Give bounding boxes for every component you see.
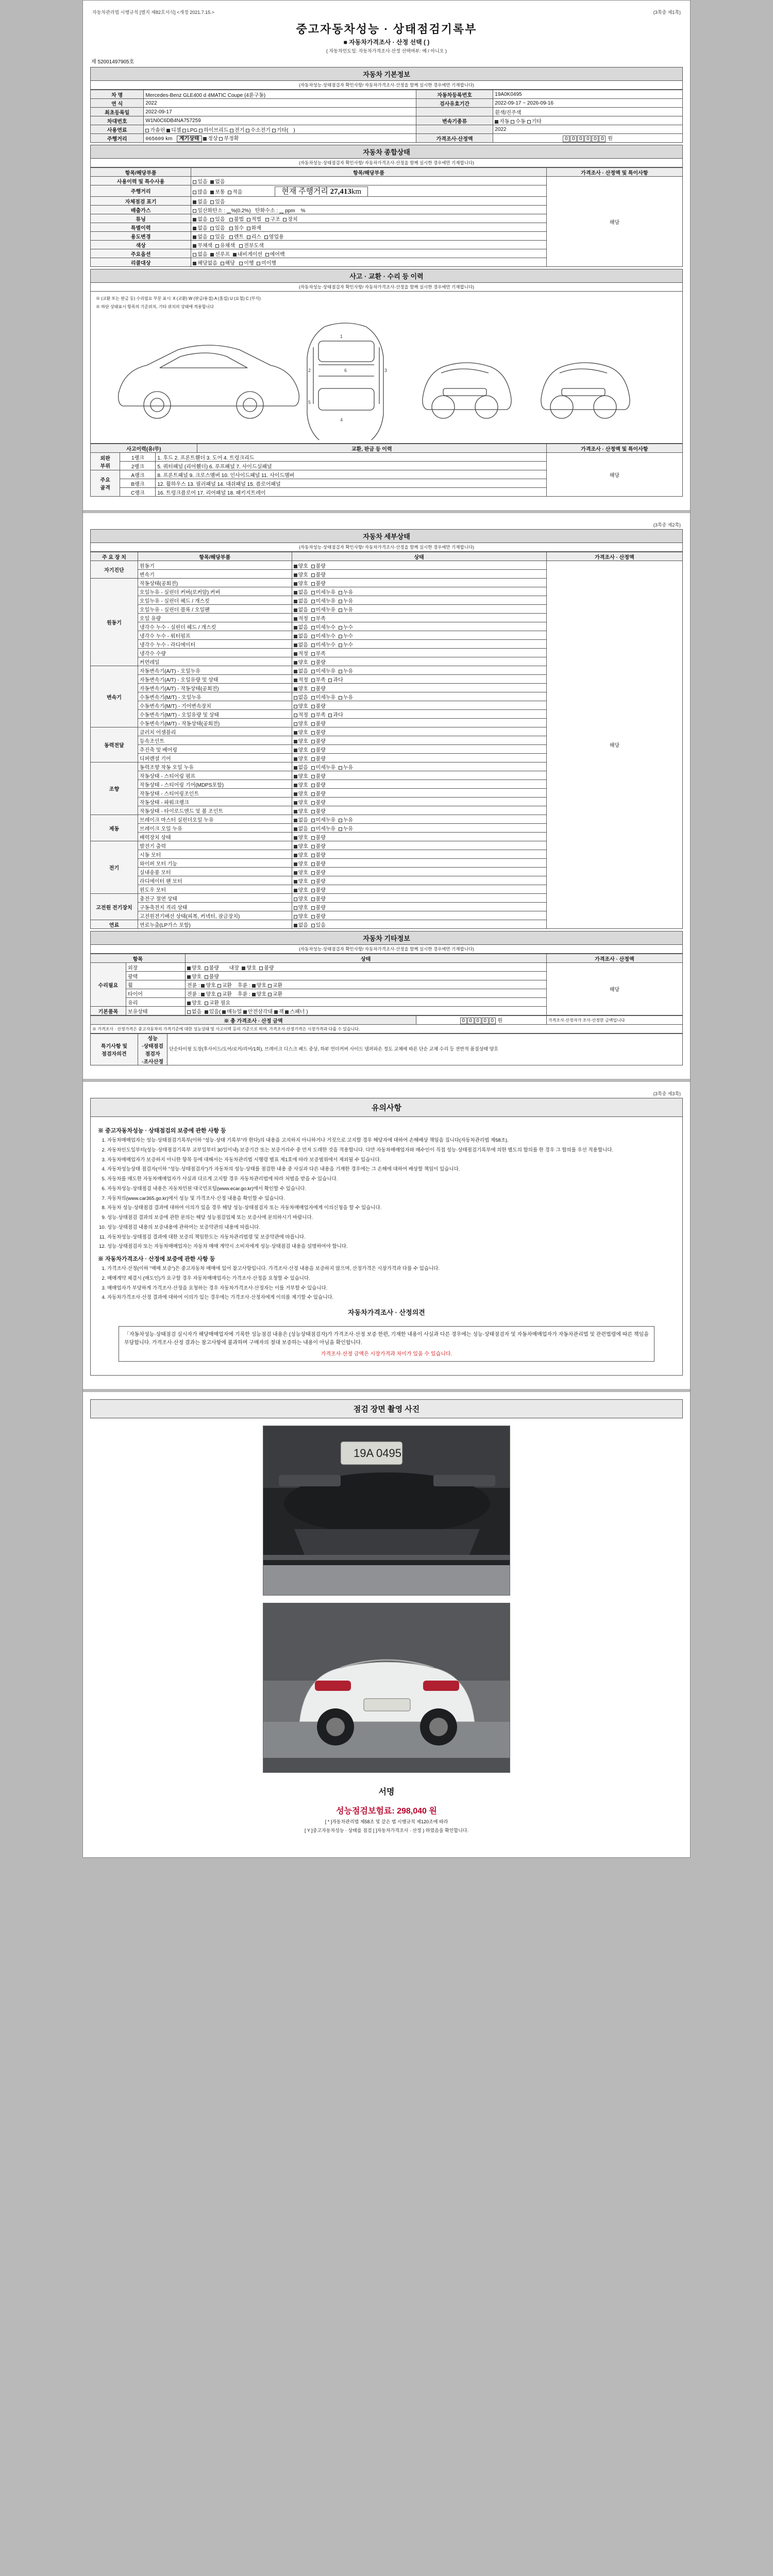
detail-state: 양호 불량: [292, 657, 546, 666]
detail-item: 연료누출(LP가스 포함): [138, 920, 292, 929]
svg-text:6: 6: [344, 368, 347, 373]
section-other-subheader: (자동차성능·상태점검자 확인사항/ 자동차가격조사·산정을 함께 실시한 경우에만 기재합니다): [90, 945, 683, 954]
overall-col-item: 항목/해당부품: [91, 168, 191, 177]
detail-item: 디퍼렌셜 기어: [138, 754, 292, 762]
overall-price-value: 해당: [546, 177, 682, 267]
section-overall-header: 자동차 종합상태: [90, 145, 683, 159]
row-label-special: 특별이력: [91, 223, 191, 232]
label-inspection: 검사유효기간: [416, 99, 493, 108]
notice-item: 1. 자동차매매업자는 성능·상태점검기록부(이하 "성능·상태 기록부"라 한다)의 내용을 고지하지 아니하거나 거짓으로 고지할 경우 해당자에 대하여 손해배상 책임을 집니다(자동차관리법 제58조).: [107, 1137, 675, 1144]
detail-state: 없음 미세누유 누유: [292, 587, 546, 596]
special-notes-sub: 성능 ·상태점검 점검자 ·조사산정: [138, 1034, 167, 1065]
special-notes-value: 단순타이핑 도장(후사이드/도어/로커/리어/1회), 브레이크 디스크 패드 중상, 하부 언더커버 사이드 댐퍼파손 정도 교체에 따른 단순 교체 수리 등 전반적 품질상태 양호: [167, 1034, 683, 1065]
other-item-exterior: 외장: [126, 963, 185, 972]
other-item-glass: 유리: [126, 998, 185, 1007]
diagram-legend-1: ※ (교환 또는 판금 등) 수리필요 부분 표시: X (교환) W (판금/용접) A (흠집) U (요철) C (부식): [96, 296, 261, 301]
notice-item: 4. 자동차성능상태 점검자(이하 "성능·상태점검자")가 자동차의 성능·상태를 점검한 내용 중 사실과 다른 내용을 기재한 경우에는 그 손해에 대하여 배상할 책임이 있습니다.: [107, 1166, 675, 1173]
section-overall-subheader: (자동차성능·상태점검자 확인사항/ 자동차가격조사·산정을 함께 실시한 경우에만 기재합니다): [90, 159, 683, 167]
other-col-state: 상태: [185, 954, 546, 963]
group-hv: 고전원 전기장치: [91, 894, 138, 920]
other-state-polish: 양호 불량: [185, 972, 546, 980]
front-underbody-photo: [263, 1426, 510, 1596]
svg-text:5: 5: [308, 400, 311, 405]
other-col-item: 항목: [91, 954, 186, 963]
total-price-note: 가격조사·산정자가 조사·산정한 금액입니다: [546, 1016, 682, 1025]
other-item-tire: 타이어: [126, 989, 185, 998]
detail-item: 추진축 및 베어링: [138, 745, 292, 754]
detail-item: 시동 모터: [138, 850, 292, 859]
basic-items-label: 기본품목: [91, 1007, 126, 1015]
detail-state: 양호 불량: [292, 771, 546, 780]
group-engine: 원동기: [91, 579, 138, 666]
detail-item: 작동상태 - 파워크랭크: [138, 798, 292, 806]
label-year: 연 식: [91, 99, 144, 108]
detail-state: 적정 부족 과다: [292, 710, 546, 719]
detail-item: 수동변속기(M/T) - 오일누유: [138, 692, 292, 701]
detail-state: 적정 부족: [292, 614, 546, 622]
detail-item: 충전구 절연 상태: [138, 894, 292, 903]
section-basic-header: 자동차 기본정보: [90, 67, 683, 81]
row-value-recall: 해당없음 해당 이행 미이행: [191, 258, 546, 267]
special-notes-label: 특기사항 및 점검자의견: [91, 1034, 138, 1065]
total-price-footnote: ※ 가격조사 · 산정가격은 중고자동차의 가격기준에 대한 성능상태 및 사고이력 등의 기준으로 하며, 가격조사·산정가격은 시장가격과 다를 수 있습니다.: [91, 1025, 683, 1033]
other-item-polish: 광택: [126, 972, 185, 980]
detail-price-value: 해당: [546, 561, 682, 929]
special-notes-table: [90, 1033, 683, 1065]
detail-item: 작동상태 - 스티어링조인트: [138, 789, 292, 798]
detail-state: 양호 불량: [292, 754, 546, 762]
detail-state: 없음 미세누유 누유: [292, 815, 546, 824]
group-steering: 조향: [91, 762, 138, 815]
row-label-selfcheck: 자체점검 표기: [91, 197, 191, 206]
detail-item: 등속조인트: [138, 736, 292, 745]
label-fuel: 사용연료: [91, 125, 144, 134]
notice-item: 2. 자동차인도일부터(성능·상태점검기록부 교부일부터 30일이내) 보증기간 또는 보증거리수 중 먼저 도래한 것을 적용합니다. 다만 자동차매매업자와 매수인이 직접 성능·상태점검기록부에 의한 별도의 합의를 한 경우 그 합의를 우선 적용합니다.: [107, 1147, 675, 1154]
accident-price-value: 해당: [546, 453, 682, 497]
label-color: [416, 108, 493, 116]
svg-text:4: 4: [340, 417, 343, 422]
detail-state: 양호 불량: [292, 798, 546, 806]
detail-state: 양호 불량: [292, 736, 546, 745]
svg-text:3: 3: [384, 368, 388, 373]
section-accident-subheader: (자동차성능·상태점검자 확인사항/ 자동차가격조사·산정을 함께 실시한 경우에만 기재합니다): [90, 283, 683, 292]
notice-item: 9. 성능·상태점검 결과의 보증에 관한 문의는 해당 성능점검업체 또는 보증사에 문의하시기 바랍니다.: [107, 1214, 675, 1222]
detail-state: 양호 불량: [292, 579, 546, 587]
detail-item: 구동축전지 격리 상태: [138, 903, 292, 911]
detail-state: 양호 불량: [292, 561, 546, 570]
detail-item: 발전기 출력: [138, 841, 292, 850]
other-state-glass: 양호 교환 필요: [185, 998, 546, 1007]
detail-item: 클러치 어셈블리: [138, 727, 292, 736]
detail-state: 양호 불량: [292, 868, 546, 876]
rank-2-items: 5. 쿼터패널 (리어휀더) 6. 루프패널 7. 사이드실패널: [156, 462, 546, 470]
value-first-reg: 2022-09-17: [144, 108, 416, 116]
detail-state-table: [90, 552, 683, 929]
detail-state: 없음 미세누유 누유: [292, 762, 546, 771]
page-indicator-1: (3쪽중 제1쪽): [653, 10, 681, 15]
declaration-red-note: 가격조사·산정 금액은 시장가격과 차이가 있을 수 있습니다.: [321, 1351, 452, 1358]
other-price-value: 해당: [546, 963, 682, 1015]
row-value-usage: 있음 없음: [191, 177, 546, 185]
page-title: 중고자동차성능 · 상태점검기록부: [296, 23, 477, 36]
total-price-value: 0 0 0 0 0 원: [416, 1016, 546, 1025]
detail-col-part: 항목/해당부품: [138, 552, 292, 561]
value-inspection: 2022-09-17 ~ 2026-09-16: [493, 99, 683, 108]
row-value-selfcheck: 없음 있음: [191, 197, 546, 206]
detail-item: 와이퍼 모터 기능: [138, 859, 292, 868]
section-detail-header: 자동차 세부상태: [90, 529, 683, 543]
page-subtitle: ■ 자동차가격조사 · 산정 선택 ( ): [343, 39, 430, 46]
row-label-emission: 배출가스: [91, 206, 191, 214]
notice-item: 4. 자동차가격조사·산정 결과에 대하여 이의가 있는 경우에는 가격조사·산정자에게 이의를 제기할 수 있습니다.: [107, 1294, 675, 1301]
rank-a-items: 8. 프론트패널 9. 크로스멤버 10. 인사이드패널 11. 사이드멤버: [156, 470, 546, 479]
signature-footnote-1: [ * ]자동차관리법 제58조 및 같은 법 시행규칙 제120조에 따라: [325, 1819, 448, 1825]
detail-item: 실내송풍 모터: [138, 868, 292, 876]
overall-col-price: 가격조사 · 산정액 및 특이사항: [546, 168, 682, 177]
notice-item: 8. 자동차 성능·상태점검 결과에 대하여 이의가 있을 경우 해당 성능·상태점검자 또는 자동차매매업자에게 이의신청을 할 수 있습니다.: [107, 1205, 675, 1212]
notice-body: [90, 1117, 683, 1376]
label-model-year: [416, 125, 493, 134]
detail-item: 냉각수 누수 - 라디에이터: [138, 640, 292, 649]
rank-1-items: 1. 후드 2. 프론트휀더 3. 도어 4. 트렁크리드: [156, 453, 546, 462]
exchange-history-label: 교환, 판금 등 이력: [197, 444, 546, 453]
value-year: 2022: [144, 99, 416, 108]
page-subnote: ( 자동차인도일: 자동차가격조사·산정 선택여부: 예 / 아니오 ): [326, 48, 447, 54]
detail-item: 자동변속기(A/T) - 오일유량 및 상태: [138, 675, 292, 684]
detail-col-device: 주 요 장 치: [91, 552, 138, 561]
detail-item: 작동상태 - 스티어링 펌프: [138, 771, 292, 780]
record-number: 제 52001497905호: [91, 59, 135, 65]
outer-panel-label: 외판 부위: [91, 453, 120, 470]
notice-item: 3. 자동차매매업자가 보증하지 아니한 항목 등에 대해서는 자동차관리법 시행령 별표 제1호에 따라 보증범위에서 제외될 수 있습니다.: [107, 1157, 675, 1164]
detail-item: 작동상태 - 스티어링 기어(MDPS포함): [138, 780, 292, 789]
detail-state: 양호 불량: [292, 903, 546, 911]
detail-item: 냉각수 수량: [138, 649, 292, 657]
detail-item: 작동상태(공회전): [138, 579, 292, 587]
insurance-price: 성능점검보험료: 298,040 원: [336, 1807, 437, 1816]
label-price: 가격조사·산정액: [416, 134, 493, 143]
detail-item: 커먼레일: [138, 657, 292, 666]
detail-state: 없음 미세누유 누유: [292, 692, 546, 701]
detail-state: 양호 불량: [292, 745, 546, 754]
row-value-options: 없음 선루프 내비게이션 에어백: [191, 249, 546, 258]
notice-title: 유의사항: [90, 1098, 683, 1117]
detail-state: 없음 미세누유 누유: [292, 605, 546, 614]
page-indicator-3: (3쪽중 제3쪽): [653, 1091, 681, 1096]
detail-state: 양호 불량: [292, 806, 546, 815]
label-mileage: 주행거리: [91, 134, 144, 143]
row-label-options: 주요옵션: [91, 249, 191, 258]
insurance-price-value: 298,040 원: [397, 1807, 437, 1816]
basic-info-table: [90, 90, 683, 143]
detail-item: 고전원전기배선 상태(피복, 커넥터, 잠금장치): [138, 911, 292, 920]
rank-b-label: B랭크: [120, 479, 156, 488]
value-mileage: 065609 km 계기상태 정상 부정확: [144, 134, 416, 143]
detail-state: 없음 미세누유 누유: [292, 596, 546, 605]
detail-state: 없음 미세누수 누수: [292, 631, 546, 640]
group-electric: 전기: [91, 841, 138, 894]
rank-c-items: 16. 트렁크플로어 17. 리어패널 18. 패키지트레이: [156, 488, 546, 497]
row-label-mileage: 주행거리: [91, 185, 191, 197]
detail-item: 수동변속기(M/T) - 오일유량 및 상태: [138, 710, 292, 719]
car-diagram: [94, 311, 679, 440]
label-reg-no: 자동차등록번호: [416, 90, 493, 99]
detail-state: 양호 불량: [292, 850, 546, 859]
detail-state: 양호 불량: [292, 789, 546, 798]
signature-title: 서명: [378, 1788, 395, 1797]
detail-state: 없음 미세누유 누유: [292, 666, 546, 675]
detail-state: 양호 불량: [292, 780, 546, 789]
overall-col-state: 항목/해당부품: [191, 168, 546, 177]
label-vin: 차대번호: [91, 116, 144, 125]
notice-heading-2: ※ 자동차가격조사 · 산정에 보증에 관한 사항 등: [98, 1256, 215, 1263]
group-selfdiag: 자기진단: [91, 561, 138, 579]
declaration-title: 자동차가격조사 · 산정의견: [348, 1309, 425, 1317]
detail-item: 오일누유 - 실린더 커버(로커암) 커버: [138, 587, 292, 596]
detail-col-price: 가격조사 · 산정액: [546, 552, 682, 561]
detail-state: 양호 불량: [292, 859, 546, 868]
notice-item: 7. 자동차의(www.car365.go.kr)에서 성능 및 가격조사·산정 내용을 확인할 수 있습니다.: [107, 1195, 675, 1202]
section-detail-subheader: (자동차성능·상태점검자 확인사항/ 자동차가격조사·산정을 함께 실시한 경우에만 기재합니다): [90, 543, 683, 552]
other-item-possession: 보유상태: [126, 1007, 185, 1015]
detail-item: 브레이크 마스터 실린더오일 누유: [138, 815, 292, 824]
group-powertrain: 동력전달: [91, 727, 138, 762]
detail-item: 배력장치 상태: [138, 833, 292, 841]
section-basic-subheader: (자동차성능·상태점검자 확인사항/ 자동차가격조사·산정을 함께 실시한 경우에만 기재합니다): [90, 81, 683, 90]
detail-state: 양호 불량: [292, 701, 546, 710]
notice-item: 11. 자동차성능·상태점검 결과에 대한 보증의 책임한도는 자동차관리법령 및 보증약관에 따릅니다.: [107, 1234, 675, 1241]
accident-history-label: 사고이력(유/무): [91, 444, 197, 453]
notice-item: 1. 가격조사·산정(이하 "매매 보증")은 중고자동차 매매에 있어 참고사항입니다. 가격조사·산정 내용을 보증하지 않으며, 산정가격은 시장가격과 다를 수 있습니다.: [107, 1265, 675, 1273]
declaration-box: [119, 1326, 654, 1362]
notice-item: 12. 성능·상태점검자 또는 자동차매매업자는 자동차 매매 계약시 소비자에게 성능·상태점검 내용을 설명하여야 합니다.: [107, 1243, 675, 1250]
detail-state: 양호 불량: [292, 719, 546, 727]
detail-item: 변속기: [138, 570, 292, 579]
declaration-body: 「자동차성능·상태점검 실시자가 해당매매업자에 기록한 성능점검 내용은 (성능상태점검자)가 가격조사·산정 보증 한편, 기재한 내용이 사실과 다른 경우에는 성능·상태점검자 및 자동차매매업자가 자동차관리법 및 관련법령에 따른 책임을 부담합니다. 가격조사·산정 결과는 참고사항에 불과하며 구매자의 절대 보증하는 내용이 아님을 확인합니다.: [124, 1332, 649, 1346]
value-car-name: Mercedes-Benz GLE400 d 4MATIC Coupe (4륜구동): [144, 90, 416, 99]
notice-item: 3. 매매업자가 부당하게 가격조사·산정을 요청하는 경우 자동차가격조사·산정자는 이를 거부할 수 있습니다.: [107, 1285, 675, 1292]
notice-list-1: [107, 1137, 675, 1250]
section-other-header: 자동차 기타정보: [90, 931, 683, 945]
detail-state: 없음 미세누수 누수: [292, 640, 546, 649]
group-transmission: 변속기: [91, 666, 138, 727]
detail-item: 수동변속기(M/T) - 작동상태(공회전): [138, 719, 292, 727]
group-fuel: 연료: [91, 920, 138, 929]
rear-vehicle-photo: [263, 1603, 510, 1773]
accident-parts-table: [90, 444, 683, 497]
value-color: 흰색/진주색: [493, 108, 683, 116]
total-price-table: [90, 1015, 683, 1033]
detail-state: 적정 부족: [292, 649, 546, 657]
other-col-price: 가격조사 · 산정액: [546, 954, 682, 963]
row-label-usage: 사용이력 및 특수사용: [91, 177, 191, 185]
rank-b-items: 12. 휠하우스 13. 필러패널 14. 대쉬패널 15. 플로어패널: [156, 479, 546, 488]
notice-item: 5. 자동차를 매도한 자동차매매업자가 사실과 다르게 고지할 경우 자동차관리법에 따라 처벌을 받을 수 있습니다.: [107, 1176, 675, 1183]
page-indicator-2: (3쪽중 제2쪽): [653, 522, 681, 528]
detail-state: 없음 미세누유 누유: [292, 824, 546, 833]
row-label-usechange: 용도변경: [91, 232, 191, 241]
detail-item: 오일누유 - 실린더 헤드 / 개스킷: [138, 596, 292, 605]
accident-diagram-area: [90, 292, 683, 444]
row-value-tuning: 없음 있음 불법 적법 구조 장치: [191, 214, 546, 223]
other-state-possession: 없음 있음( 매뉴얼 안전삼각대 잭 스패너 ): [185, 1007, 546, 1015]
detail-state: 양호 불량: [292, 833, 546, 841]
row-value-emission: 일산화탄소 : %(0.2%) 탄화수소 : ppm %: [191, 206, 546, 214]
detail-item: 수동변속기(M/T) - 기어변속장치: [138, 701, 292, 710]
value-model-year: 2022: [493, 125, 683, 134]
rank-2-label: 2랭크: [120, 462, 156, 470]
detail-item: 작동상태 - 타이로드엔드 및 볼 조인트: [138, 806, 292, 815]
svg-text:2: 2: [308, 368, 311, 373]
rank-c-label: C랭크: [120, 488, 156, 497]
label-trans: 변속기종류: [416, 116, 493, 125]
detail-state: 양호 불량: [292, 570, 546, 579]
form-legal-ref: 자동차관리법 시행규칙 [별지 제82호서식] <개정 2021.7.15.>: [92, 10, 215, 15]
detail-item: 동력조향 작동 오일 누유: [138, 762, 292, 771]
accident-price-label: 가격조사 · 산정액 및 특이사항: [546, 444, 682, 453]
detail-state: 양호 불량: [292, 876, 546, 885]
notice-heading-1: ※ 중고자동차성능 · 상태점검의 보증에 관한 사항 등: [98, 1128, 226, 1134]
detail-item: 오일 유량: [138, 614, 292, 622]
detail-item: 자동변속기(A/T) - 작동상태(공회전): [138, 684, 292, 692]
detail-state: 적정 부족 과다: [292, 675, 546, 684]
value-reg-no: 19A0K0495: [493, 90, 683, 99]
detail-state: 양호 불량: [292, 885, 546, 894]
other-info-table: [90, 954, 683, 1015]
insurance-price-label: 성능점검보험료: [336, 1807, 392, 1816]
rank-a-label: A랭크: [120, 470, 156, 479]
rank-1-label: 1랭크: [120, 453, 156, 462]
row-value-color: 무채색 유채색 전부도색: [191, 241, 546, 249]
other-state-exterior: 양호 불량 내장 양호 불량: [185, 963, 546, 972]
group-brake: 제동: [91, 815, 138, 841]
detail-item: 윈도우 모터: [138, 885, 292, 894]
detail-item: 라디에이터 팬 모터: [138, 876, 292, 885]
label-first-reg: 최초등록일: [91, 108, 144, 116]
notice-item: 2. 매매계약 체결시 (매도인)가 요구할 경우 자동차매매업자는 가격조사·산정을 요청할 수 있습니다.: [107, 1275, 675, 1282]
photos-title: 점검 장면 촬영 사진: [90, 1399, 683, 1418]
detail-state: 양호 불량: [292, 684, 546, 692]
detail-item: 원동기: [138, 561, 292, 570]
detail-state: 양호 불량: [292, 841, 546, 850]
svg-text:1: 1: [340, 334, 343, 339]
notice-item: 10. 성능·상태점검 내용의 보증내용에 관하여는 보증약관의 내용에 따릅니다.: [107, 1224, 675, 1231]
other-state-wheel: 전륜 : 양호 교환 후륜 : 양호 교환: [185, 980, 546, 989]
notice-list-2: [107, 1265, 675, 1301]
row-value-usechange: 없음 있음 렌트 리스 영업용: [191, 232, 546, 241]
row-value-mileage: 많음 보통 적음 현재 주행거리 27,413km: [191, 185, 546, 197]
row-label-color: 색상: [91, 241, 191, 249]
detail-state: 양호 불량: [292, 894, 546, 903]
value-price: 0 0 0 0 0 0 원: [493, 134, 683, 143]
row-value-special: 없음 있음 침수 화재: [191, 223, 546, 232]
svg-text:19A 0495: 19A 0495: [354, 1447, 401, 1460]
detail-item: 냉각수 누수 - 워터펌프: [138, 631, 292, 640]
other-item-wheel: 휠: [126, 980, 185, 989]
detail-item: 오일누유 - 실린더 블록 / 오일팬: [138, 605, 292, 614]
overall-state-table: [90, 167, 683, 267]
section-accident-header: 사고 · 교환 · 수리 등 이력: [90, 269, 683, 283]
detail-item: 브레이크 오일 누유: [138, 824, 292, 833]
other-state-tire: 전륜 : 양호 교환 후륜 : 양호 교환: [185, 989, 546, 998]
value-fuel: 가솔린 디젤 LPG 하이브리드 전기 수소전기 기타( ): [144, 125, 416, 134]
detail-state: 양호 불량: [292, 911, 546, 920]
total-price-label: ※ 총 가격조사 · 산정 금액: [91, 1016, 416, 1025]
notice-item: 6. 자동차성능·상태점검 내용은 자동차민원 대국민포털(www.ecar.go.kr)에서 확인할 수 있습니다.: [107, 1185, 675, 1193]
signature-footnote-2: [ Y ]중고자동차성능 · 상태를 점검 [ ]자동차가격조사 · 산정 ) 하였음을 확인합니다.: [305, 1828, 468, 1834]
detail-col-state: 상태: [292, 552, 546, 561]
detail-state: 없음 있음: [292, 920, 546, 929]
row-label-recall: 리콜대상: [91, 258, 191, 267]
value-trans: 자동 수동 기타: [493, 116, 683, 125]
detail-item: 냉각수 누수 - 실린더 헤드 / 개스킷: [138, 622, 292, 631]
detail-state: 양호 불량: [292, 727, 546, 736]
repair-needed-label: 수리필요: [91, 963, 126, 1007]
detail-state: 없음 미세누수 누수: [292, 622, 546, 631]
diagram-legend-2: ※ 하단 상태표시 항목의 기준위치, 기타 위치의 상태에 적용합니다: [96, 304, 214, 309]
label-car-name: 차 명: [91, 90, 144, 99]
detail-item: 자동변속기(A/T) - 오일누유: [138, 666, 292, 675]
main-frame-label: 주요 골격: [91, 470, 120, 497]
row-label-tuning: 튜닝: [91, 214, 191, 223]
value-vin: W1N0C6DB4NA757259: [144, 116, 416, 125]
